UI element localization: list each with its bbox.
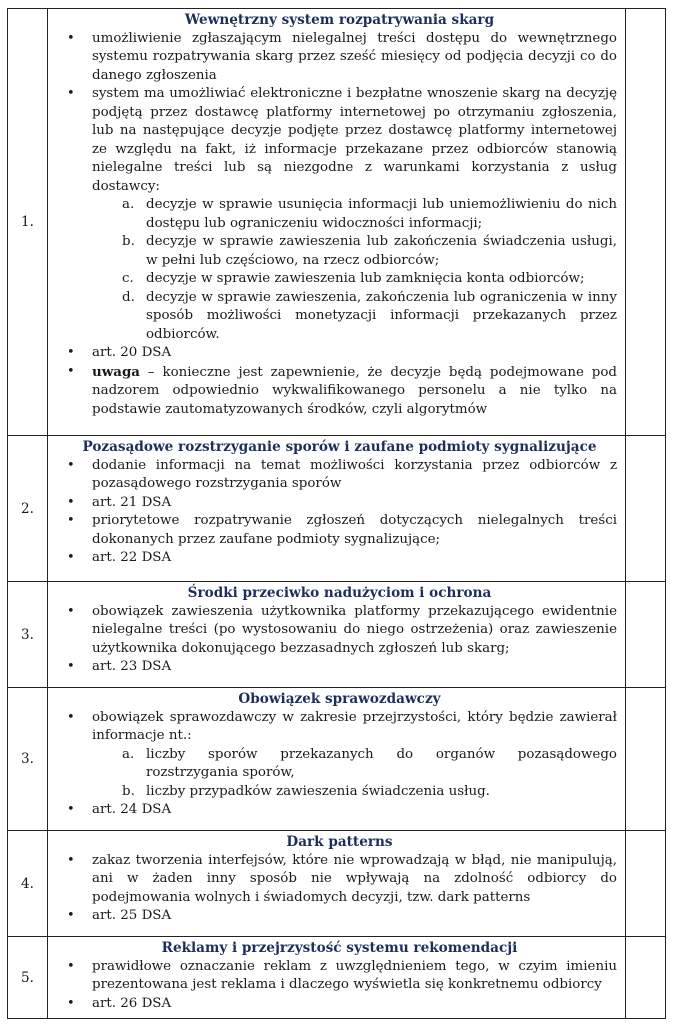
list-item — [62, 658, 617, 677]
row-number: 3. — [8, 582, 48, 688]
bullet-list — [62, 958, 617, 1014]
article-ref: art. 23 DSA — [92, 659, 172, 674]
list-item: • dodanie informacji na temat możliwości korzystania przez odbiorców z pozasądowego rozstrzygania sporów — [67, 457, 617, 491]
bullet-icon: • — [67, 494, 75, 510]
list-item — [62, 344, 617, 363]
list-item: • uwaga – konieczne jest zapewnienie, że decyzje będą podejmowane pod nadzorem odpowiednio wykwalifikowanego personelu a nie tylko na podstawie zautomatyzowanych środków, czyli algorytmów — [67, 363, 617, 417]
section-title: Dark patterns — [286, 834, 393, 850]
lettered-item: b. decyzje w sprawie zawieszenia lub zakończenia świadczenia usługi, w pełni lub częściowo, na rzecz odbiorców; — [122, 234, 617, 268]
list-item: • prawidłowe oznaczanie reklam z uwzględnieniem tego, w czyim imieniu prezentowana jest reklama i dlaczego wyświetla się konkretnemu odbiorcy — [67, 958, 617, 992]
article-ref: art. 24 DSA — [92, 802, 172, 817]
section-title: Środki przeciwko nadużyciom i ochrona — [187, 585, 492, 601]
row-number: 2. — [8, 436, 48, 582]
bullet-icon: • — [67, 550, 75, 565]
article-ref: art. 20 DSA — [92, 345, 172, 360]
list-item: • priorytetowe rozpatrywanie zgłoszeń dotyczących nielegalnych treści dokonanych przez zaufane podmioty sygnalizujące; — [67, 513, 617, 547]
bullet-icon: • — [67, 513, 75, 528]
row-content — [48, 9, 626, 436]
lettered-item: b. liczby przypadków zawieszenia świadczenia usług. — [122, 783, 490, 799]
lettered-item: d. decyzje w sprawie zawieszenia, zakończenia lub ograniczenia w inny sposób możliwości monetyzacji informacji przekazanych przez odbiorców. — [122, 289, 617, 342]
bullet-list — [62, 603, 617, 677]
bullet-icon: • — [67, 363, 75, 379]
bullet-icon: • — [67, 852, 75, 868]
bullet-list — [62, 852, 617, 926]
row-content — [48, 582, 626, 688]
table-row — [8, 937, 666, 1019]
table-row — [8, 688, 666, 831]
bullet-list — [62, 457, 617, 568]
article-ref: art. 25 DSA — [92, 908, 172, 923]
row-content — [48, 436, 626, 582]
table-row — [8, 831, 666, 937]
bullet-icon: • — [67, 958, 75, 974]
bullet-list — [62, 709, 617, 820]
list-item — [62, 494, 617, 513]
section-title: Wewnętrzny system rozpatrywania skarg — [184, 12, 495, 28]
table-row — [8, 436, 666, 582]
article-ref: art. 22 DSA — [92, 550, 172, 565]
list-item — [62, 549, 617, 568]
list-item: • obowiązek zawieszenia użytkownika platformy przekazującego ewidentnie nielegalne treści (po wystosowaniu do niego ostrzeżenia) oraz zawieszenie użytkownika dokonującego bezzasadnych zgłoszeń lub skarg; — [67, 603, 617, 656]
row-number: 5. — [8, 937, 48, 1019]
section-title: Pozasądowe rozstrzyganie sporów i zaufane podmioty sygnalizujące — [82, 439, 597, 455]
bullet-icon: • — [67, 995, 75, 1011]
note-label: uwaga — [92, 363, 140, 380]
bullet-icon: • — [67, 802, 75, 817]
section-title: Reklamy i przejrzystość systemu rekomendacji — [161, 940, 518, 956]
bullet-icon: • — [67, 709, 75, 725]
list-item — [62, 801, 617, 820]
article-ref: art. 26 DSA — [92, 995, 172, 1011]
list-item — [62, 995, 617, 1014]
bullet-icon: • — [67, 86, 75, 101]
row-content — [48, 831, 626, 937]
list-item: • obowiązek sprawozdawczy w zakresie przejrzystości, który będzie zawierał informacje nt.: a. liczby sporów przekazanych do organów pozasądowego rozstrzygania sporów, b. liczby przypadków zawieszenia świadczenia usług. — [62, 709, 617, 802]
section-title: Obowiązek sprawozdawczy — [238, 691, 441, 707]
lettered-item: a. decyzje w sprawie usunięcia informacji lub uniemożliwieniu do nich dostępu lub ograniczeniu widoczności informacji; — [122, 197, 617, 231]
row-content — [48, 937, 626, 1019]
row-number: 4. — [8, 831, 48, 937]
empty-column — [626, 688, 666, 831]
lettered-list — [92, 196, 617, 344]
empty-column — [626, 831, 666, 937]
bullet-icon: • — [67, 30, 75, 46]
bullet-icon: • — [67, 345, 75, 360]
row-content — [48, 688, 626, 831]
row-number: 3. — [8, 688, 48, 831]
empty-column — [626, 582, 666, 688]
row-number: 1. — [8, 9, 48, 436]
list-item: • system ma umożliwiać elektroniczne i bezpłatne wnoszenie skarg na decyzję podjętą przez dostawcę platformy internetowej po otrzymaniu zgłoszenia, lub na następujące decyzje podjęte przez dostawcę platformy internetowej ze względu na fakt, iż informacje przekazane przez odbiorców stanowią nielegalne treści lub są niezgodne z warunkami korzystania z usług dostawcy: a. decyzje w sprawie usunięcia informacji lub uniemożliwieniu do nich dostępu lub ograniczeniu widoczności informacji; b. decyzje w sprawie zawieszenia lub zakończenia świadczenia usługi, w pełni lub częściowo, na rzecz odbiorców; c. decyzje w sprawie zawieszenia lub zamknięcia konta odbiorców; d. decyzje w sprawie zawieszenia, zakończenia lub ograniczenia w inny sposób możliwości monetyzacji informacji przekazanych przez odbiorców. — [62, 85, 617, 344]
list-item: • umożliwienie zgłaszającym nielegalnej treści dostępu do wewnętrznego systemu rozpatrywania skarg przez sześć miesięcy od podjęcia decyzji co do danego zgłoszenia — [67, 30, 617, 83]
list-item: • zakaz tworzenia interfejsów, które nie wprowadzają w błąd, nie manipulują, ani w żaden inny sposób nie wpływają na zdolność odbiorcy do podejmowania wolnych i świadomych decyzji, tzw. dark patterns — [67, 852, 617, 905]
lettered-item: c. decyzje w sprawie zawieszenia lub zamknięcia konta odbiorców; — [122, 271, 585, 286]
empty-column — [626, 9, 666, 436]
list-item — [62, 907, 617, 926]
bullet-icon: • — [67, 457, 75, 473]
article-ref: art. 21 DSA — [92, 494, 172, 510]
empty-column — [626, 937, 666, 1019]
lettered-item: a. liczby sporów przekazanych do organów pozasądowego rozstrzygania sporów, — [122, 746, 617, 780]
bullet-list — [62, 30, 617, 420]
bullet-icon: • — [67, 908, 75, 923]
bullet-icon: • — [67, 603, 75, 619]
requirements-table — [7, 8, 666, 1019]
table-row — [8, 582, 666, 688]
bullet-icon: • — [67, 659, 75, 674]
table-row — [8, 9, 666, 436]
empty-column — [626, 436, 666, 582]
lettered-list — [92, 746, 617, 802]
